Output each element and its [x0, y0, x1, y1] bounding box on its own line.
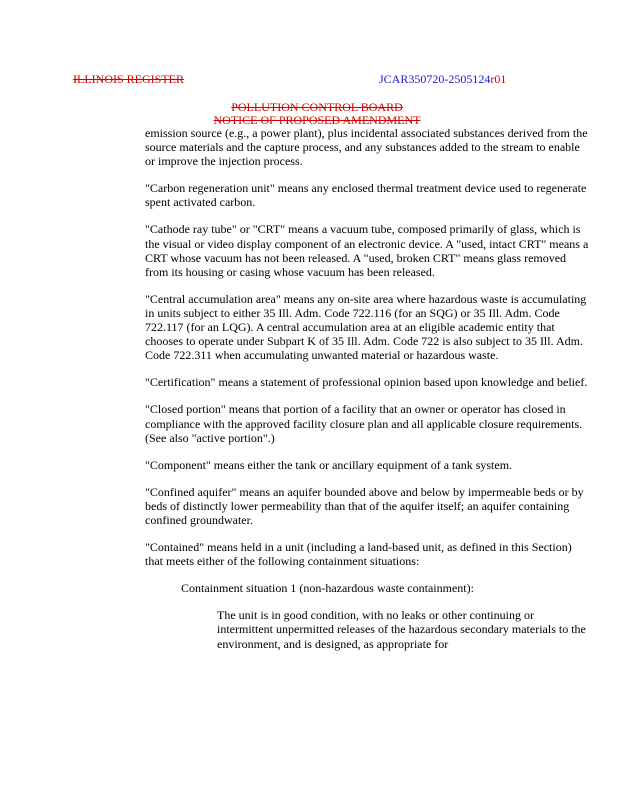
paragraph-cathode-ray-tube: "Cathode ray tube" or "CRT" means a vacuum tube, composed primarily of glass, which is the visual or video display component of an electronic device. A "used, intact CRT" means a CRT whose vacuum has not been released. A "used, broken CRT" means glass removed from its housing or casing whose vacuum has been released.	[145, 222, 589, 279]
paragraph-closed-portion: "Closed portion" means that portion of a facility that an owner or operator has closed in compliance with the approved facility closure plan and all applicable closure requirements. (See also "active portion".)	[145, 402, 583, 445]
agency-title: POLLUTION CONTROL BOARD	[231, 100, 403, 114]
paragraph-emission-source: emission source (e.g., a power plant), plus incidental associated substances derived from the source materials and the capture process, and any substances added to the stream to enable or improve the injection process.	[145, 126, 588, 169]
containment-situation-heading: Containment situation 1 (non-hazardous waste containment):	[181, 581, 474, 596]
containment-situation-text: The unit is in good condition, with no leaks or other continuing or intermittent unpermitted releases of the hazardous secondary materials to the environment, and is designed, as appropriate for	[217, 608, 586, 651]
register-header: ILLINOIS REGISTER	[73, 72, 184, 86]
paragraph-confined-aquifer: "Confined aquifer" means an aquifer bounded above and below by impermeable beds or by beds of distinctly lower permeability than that of the aquifer itself; an aquifer containing confined groundwater.	[145, 484, 584, 527]
jcar-reference-suffix: r01	[490, 72, 507, 86]
jcar-reference	[379, 72, 506, 87]
jcar-reference-main: JCAR350720-2505124	[379, 72, 491, 86]
notice-title: NOTICE OF PROPOSED AMENDMENT	[213, 113, 421, 127]
paragraph-component: "Component" means either the tank or ancillary equipment of a tank system.	[145, 457, 513, 472]
document-body	[145, 126, 590, 664]
paragraph-certification: "Certification" means a statement of professional opinion based upon knowledge and belief.	[145, 375, 588, 390]
paragraph-central-accumulation-area: "Central accumulation area" means any on-site area where hazardous waste is accumulating in units subject to either 35 Ill. Adm. Code 722.116 (for an SQG) or 35 Ill. Adm. Code 722.117 (for an LQG). A central accumulation area at an eligible academic entity that chooses to operate under Subpart K of 35 Ill. Adm. Code 722 is also subject to 35 Ill. Adm. Code 722.311 when accumulating unwanted material or hazardous waste.	[145, 291, 587, 363]
paragraph-contained: "Contained" means held in a unit (including a land-based unit, as defined in this Section) that meets either of the following containment situations:	[145, 540, 572, 569]
paragraph-carbon-regeneration-unit: "Carbon regeneration unit" means any enclosed thermal treatment device used to regenerate spent activated carbon.	[145, 181, 587, 210]
